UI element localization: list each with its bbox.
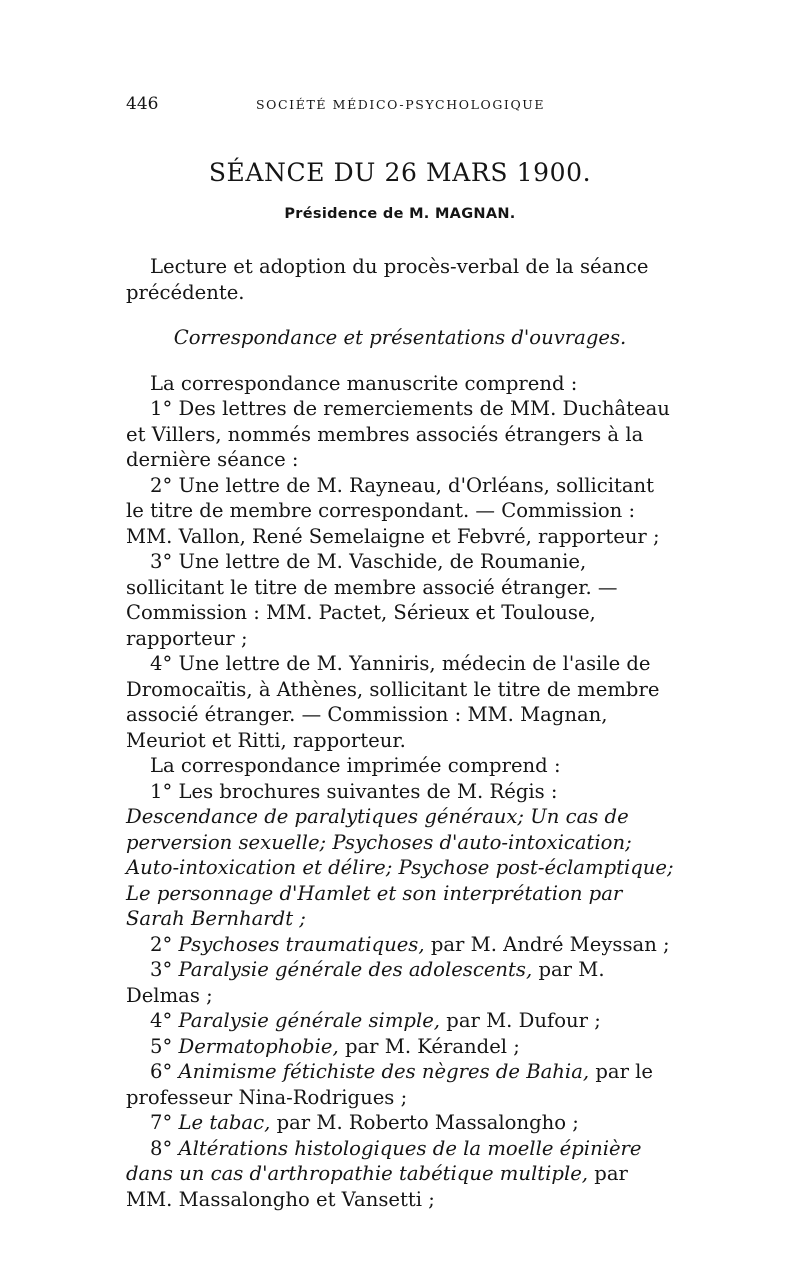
item-author: par le professeur Nina-Rodrigues ; xyxy=(126,1060,654,1109)
printed-item xyxy=(126,932,674,958)
item-number: 2° xyxy=(150,932,173,956)
item-title: Psychoses traumatiques, xyxy=(178,932,425,956)
manuscript-item: 4° Une lettre de M. Yanniris, médecin de l'asile de Dromocaïtis, à Athènes, sollicitant le titre de membre associé étranger. — Commission : MM. Magnan, Meuriot et Ritti, rapporteur. xyxy=(126,652,660,752)
running-title: SOCIÉTÉ MÉDICO-PSYCHOLOGIQUE xyxy=(256,97,546,112)
running-header xyxy=(126,94,674,114)
item-number: 8° xyxy=(150,1136,173,1160)
manuscript-item: 2° Une lettre de M. Rayneau, d'Orléans, sollicitant le titre de membre correspondant. — Commission : MM. Vallon, René Semelaigne et Febvré, rapporteur ; xyxy=(126,473,660,548)
printed-item xyxy=(126,1136,674,1213)
presidency-line: Présidence de M. MAGNAN. xyxy=(284,206,516,222)
printed-item-titles: Descendance de paralytiques généraux; Un cas de perversion sexuelle; Psychoses d'auto-intoxication; Auto-intoxication et délire; Psychose post-éclamptique; Le personnage d'Hamlet et son interprétation par Sarah Bernhardt ; xyxy=(126,805,674,930)
printed-item xyxy=(126,1008,674,1034)
item-title: Animisme fétichiste des nègres de Bahia, xyxy=(178,1060,590,1083)
item-author: par M. Roberto Massalongho ; xyxy=(276,1111,579,1134)
page-number: 446 xyxy=(126,94,159,114)
printed-item xyxy=(126,779,674,932)
item-title: Le tabac, xyxy=(178,1111,271,1134)
item-number: 6° xyxy=(150,1060,173,1083)
printed-item xyxy=(126,1110,674,1136)
printed-item xyxy=(126,957,674,1008)
item-title: Paralysie générale simple, xyxy=(178,1009,441,1032)
printed-intro: La correspondance imprimée comprend : xyxy=(150,754,561,777)
item-author: par M. Dufour ; xyxy=(446,1009,601,1032)
session-heading: SÉANCE DU 26 MARS 1900. xyxy=(208,158,592,187)
item-author: par M. André Meyssan ; xyxy=(430,932,670,956)
item-author: par MM. Massalongho et Vansetti ; xyxy=(126,1162,628,1211)
minutes-paragraph: Lecture et adoption du procès-verbal de la séance précédente. xyxy=(126,255,649,304)
item-title: Dermatophobie, xyxy=(178,1034,339,1058)
section-title: Correspondance et présentations d'ouvrages. xyxy=(173,326,627,349)
item-author: par M. Delmas ; xyxy=(126,958,605,1007)
printed-item xyxy=(126,1034,674,1060)
item-number: 7° xyxy=(150,1111,173,1134)
item-title: Altérations histologiques de la moelle épinière dans un cas d'arthropathie tabétique multiple, xyxy=(126,1136,642,1185)
manuscript-item: 3° Une lettre de M. Vaschide, de Roumanie, sollicitant le titre de membre associé étranger. — Commission : MM. Pactet, Sérieux et Toulouse, rapporteur ; xyxy=(126,550,618,650)
item-number: 5° xyxy=(150,1034,173,1058)
printed-item-heading: 1° Les brochures suivantes de M. Régis : xyxy=(150,779,558,803)
item-number: 4° xyxy=(150,1009,173,1032)
item-title: Paralysie générale des adolescents, xyxy=(178,958,533,981)
printed-item xyxy=(126,1059,674,1110)
manuscript-intro: La correspondance manuscrite comprend : xyxy=(150,371,578,395)
item-number: 3° xyxy=(150,958,173,981)
manuscript-item: 1° Des lettres de remerciements de MM. Duchâteau et Villers, nommés membres associés étrangers à la dernière séance : xyxy=(126,397,670,471)
item-author: par M. Kérandel ; xyxy=(344,1034,520,1058)
body-text xyxy=(126,254,674,1212)
